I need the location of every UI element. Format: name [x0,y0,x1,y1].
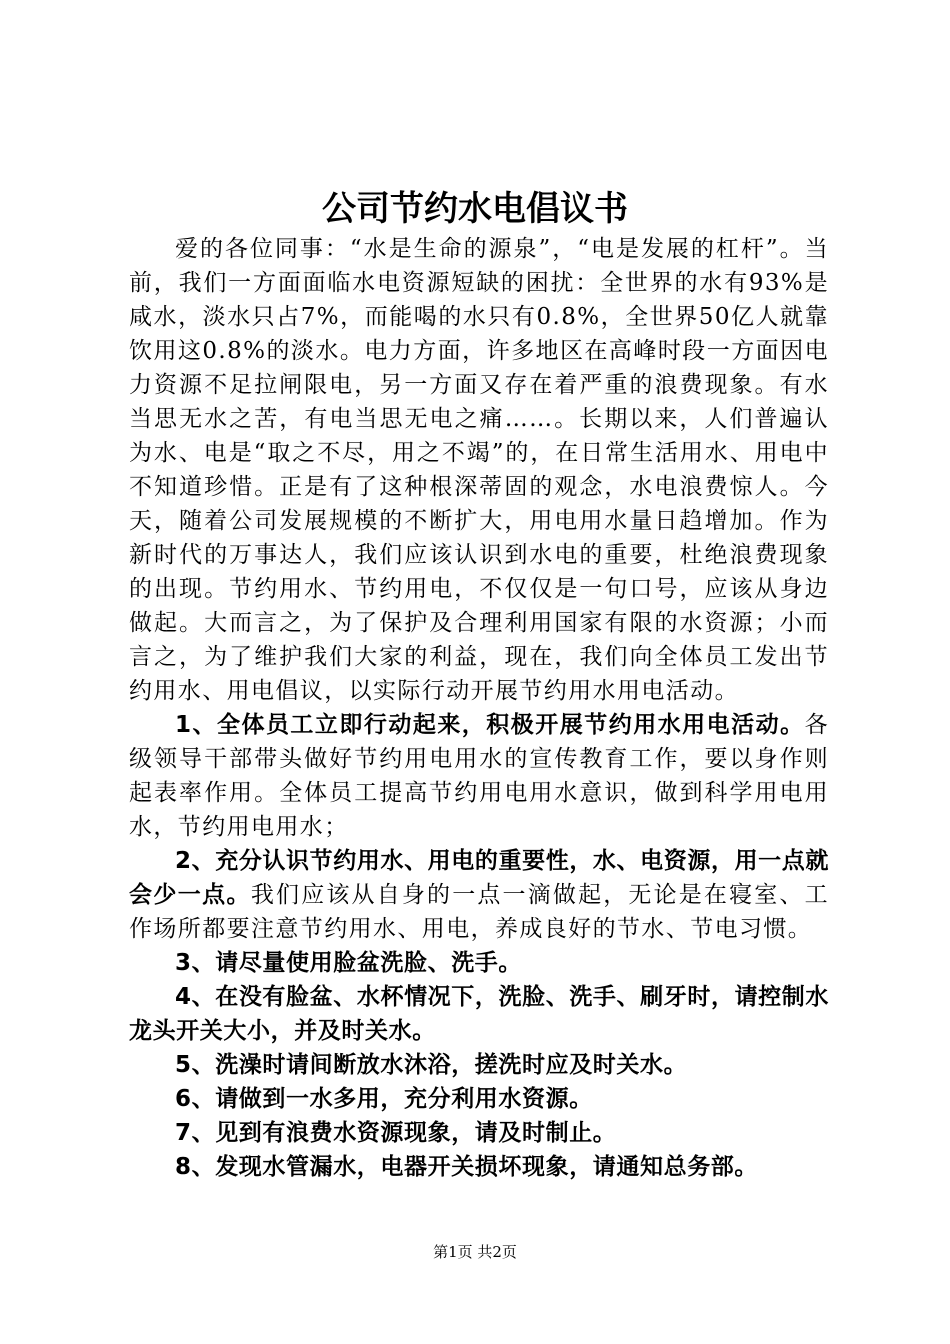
item-paragraph-3 [129,946,829,980]
item-lead: 2、充分认识节约用水、用电的重要性，水、电资源，用一点就会少一点。 [129,848,829,908]
item-paragraph-7 [129,1116,829,1150]
item-paragraph-2 [129,844,829,946]
item-lead: 3、请尽量使用脸盆洗脸、洗手。 [175,950,523,976]
page-title: 公司节约水电倡议书 [322,189,628,229]
page-footer: 第1页 共2页 [433,1243,517,1261]
item-lead: 5、洗澡时请间断放水沐浴，搓洗时应及时关水。 [175,1052,688,1078]
item-lead: 8、发现水管漏水，电器开关损坏现象，请通知总务部。 [175,1154,759,1180]
item-body: 我们应该从自身的一点一滴做起，无论是在寝室、工作场所都要注意节约用水、用电，养成良好的节水、节电习惯。 [129,882,830,942]
item-paragraph-5 [129,1048,829,1082]
item-paragraph-6 [129,1082,829,1116]
item-lead: 6、请做到一水多用，充分利用水资源。 [175,1086,593,1112]
item-lead: 7、见到有浪费水资源现象，请及时制止。 [175,1120,617,1146]
item-paragraph-4 [129,980,829,1048]
item-body: 各级领导干部带头做好节约用电用水的宣传教育工作，要以身作则起表率作用。全体员工提高节约用电用水意识，做到科学用电用水，节约用电用水； [129,712,829,840]
item-lead: 1、全体员工立即行动起来，积极开展节约用水用电活动。 [175,712,805,738]
document-body [129,232,829,1184]
item-paragraph-1 [129,708,829,844]
item-paragraph-8 [129,1150,829,1184]
item-lead: 4、在没有脸盆、水杯情况下，洗脸、洗手、刷牙时，请控制水龙头开关大小，并及时关水。 [129,984,829,1044]
intro-paragraph: 爱的各位同事：“水是生命的源泉”，“电是发展的杠杆”。当前，我们一方面面临水电资源短缺的困扰：全世界的水有93%是咸水，淡水只占7%，而能喝的水只有0.8%，全世界50亿人就靠饮用这0.8%的淡水。电力方面，许多地区在高峰时段一方面因电力资源不足拉闸限电，另一方面又存在着严重的浪费现象。有水当思无水之苦，有电当思无电之痛……。长期以来，人们普遍认为水、电是“取之不尽，用之不竭”的，在日常生活用水、用电中不知道珍惜。正是有了这种根深蒂固的观念，水电浪费惊人。今天，随着公司发展规模的不断扩大，用电用水量日趋增加。作为新时代的万事达人，我们应该认识到水电的重要，杜绝浪费现象的出现。节约用水、节约用电，不仅仅是一句口号，应该从身边做起。大而言之，为了保护及合理利用国家有限的水资源；小而言之，为了维护我们大家的利益，现在，我们向全体员工发出节约用水、用电倡议，以实际行动开展节约用水用电活动。 [129,236,829,704]
